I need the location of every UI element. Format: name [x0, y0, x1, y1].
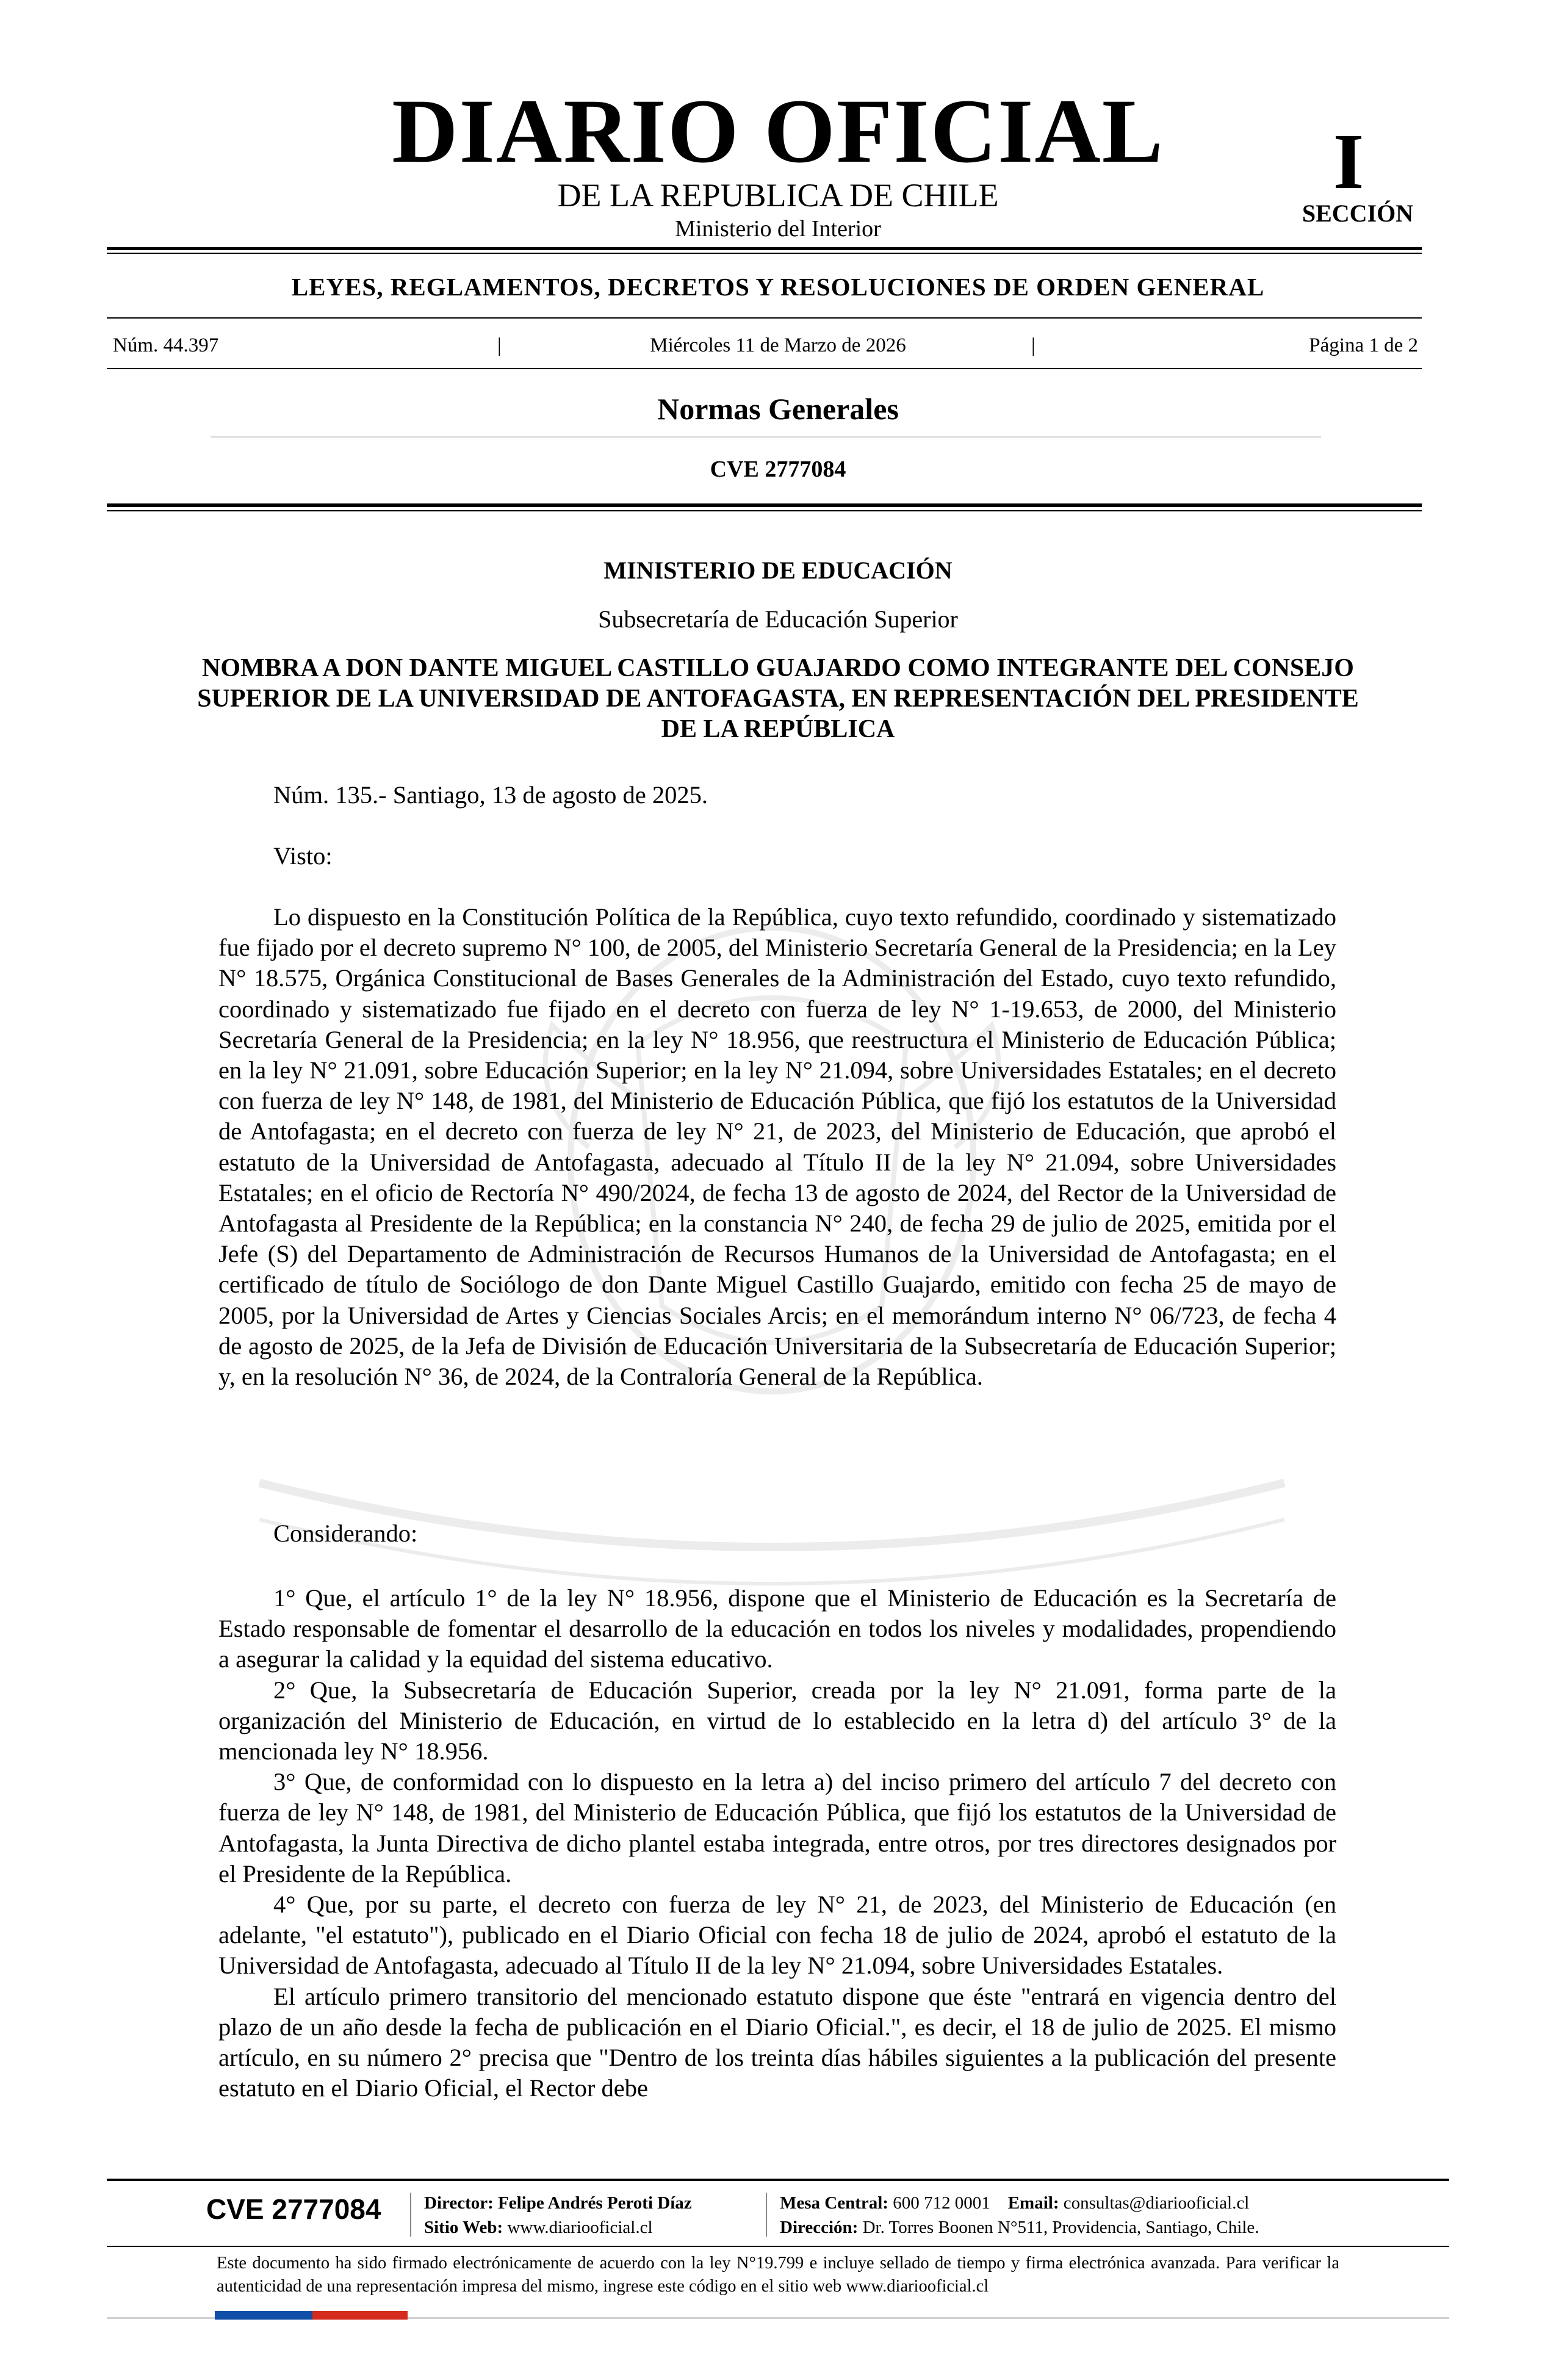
address-text: Dr. Torres Boonen N°511, Providencia, Santiago, Chile. [862, 2218, 1259, 2237]
footer-cve-code: CVE 2777084 [206, 2193, 381, 2225]
footer-contact [780, 2191, 1259, 2240]
decree-title: NOMBRA A DON DANTE MIGUEL CASTILLO GUAJARDO COMO INTEGRANTE DEL CONSEJO SUPERIOR DE LA UNIVERSIDAD DE ANTOFAGASTA, EN REPRESENTACIÓN DEL PRESIDENTE DE LA REPÚBLICA [197, 654, 1359, 743]
document-subsecretariat: Subsecretaría de Educación Superior [598, 605, 958, 633]
footer-note: Este documento ha sido firmado electrónicamente de acuerdo con la ley N°19.799 e incluye sellado de tiempo y firma electrónica avanzada. Para verificar la autenticidad de una representación impresa del mismo, ingrese este código en el sitio web www.diariooficial.cl [217, 2254, 1339, 2296]
issue-separator: | [497, 334, 502, 356]
director-label: Director: [424, 2193, 494, 2213]
considerando-item: 1° Que, el artículo 1° de la ley N° 18.956, dispone que el Ministerio de Educación es la Secretaría de Estado responsable de fomentar el desarrollo de la educación en todos los niveles y modalidades, propendiendo a asegurar la calidad y la equidad del sistema educativo. [218, 1584, 1336, 1673]
decree-number: Núm. 135.- Santiago, 13 de agosto de 2025. [273, 781, 708, 809]
director-name: Felipe Andrés Peroti Díaz [498, 2193, 692, 2213]
considerando-item: El artículo primero transitorio del mencionado estatuto dispone que éste "entrará en vigencia dentro del plazo de un año desde la fecha de publicación en el Diario Oficial.", es decir, el 18 de julio de 2025. El mismo artículo, en su número 2° precisa que "Dentro de los treinta días hábiles siguientes a la publicación del presente estatuto en el Diario Oficial, el Rector debe [218, 1982, 1336, 2102]
footer-separator [410, 2193, 411, 2237]
email-address[interactable]: consultas@diariooficial.cl [1063, 2193, 1250, 2213]
considerando-item: 3° Que, de conformidad con lo dispuesto en la letra a) del inciso primero del artículo 7 del decreto con fuerza de ley N° 148, de 1981, del Ministerio de Educación Pública, que fijó los estatutos de la Universidad de Antofagasta, la Junta Directiva de dicho plantel estaba integrada, entre otros, por tres directores designados por el Presidente de la República. [218, 1768, 1336, 1888]
mesa-phone: 600 712 0001 [893, 2193, 990, 2213]
footer-director [424, 2191, 692, 2240]
site-label: Sitio Web: [424, 2218, 503, 2237]
footer-separator [766, 2193, 767, 2237]
header-rule-thin [107, 510, 1422, 511]
visto-text: Lo dispuesto en la Constitución Política de la República, cuyo texto refundido, coordinado y sistematizado fue fijado por el decreto supremo N° 100, de 2005, del Ministerio Secretaría General de la Presidencia; en la Ley N° 18.575, Orgánica Constitucional de Bases Generales de la Administración del Estado, cuyo texto refundido, coordinado y sistematizado fue fijado en el decreto con fuerza de ley N° 1-19.653, de 2000, del Ministerio Secretaría General de la Presidencia; en la ley N° 18.956, que reestructura el Ministerio de Educación Pública; en la ley N° 21.091, sobre Educación Superior; en la ley N° 21.094, sobre Universidades Estatales; en el decreto con fuerza de ley N° 148, de 1981, del Ministerio de Educación Pública, que fijó los estatutos de la Universidad de Antofagasta; en el decreto con fuerza de ley N° 21, de 2023, del Ministerio de Educación, que aprobó el estatuto de la Universidad de Antofagasta, adecuado al Título II de la ley N° 21.094, sobre Universidades Estatales; en el oficio de Rectoría N° 490/2024, de fecha 13 de agosto de 2024, del Rector de la Universidad de Antofagasta al Presidente de la República; en la constancia N° 240, de fecha 29 de julio de 2025, emitida por el Jefe (S) del Departamento de Administración de Recursos Humanos de la Universidad de Antofagasta; en el certificado de título de Sociólogo de don Dante Miguel Castillo Guajardo, emitido con fecha 25 de mayo de 2005, por la Universidad de Artes y Ciencias Sociales Arcis; en el memorándum interno N° 06/723, de fecha 4 de agosto de 2025, de la Jefa de División de Educación Universitaria de la Subsecretaría de Educación Superior; y, en la resolución N° 36, de 2024, de la Contraloría General de la República. [218, 903, 1336, 1391]
issue-page: Página 1 de 2 [1309, 334, 1418, 356]
issue-separator: | [1031, 334, 1036, 356]
considerando-item: 4° Que, por su parte, el decreto con fuerza de ley N° 21, de 2023, del Ministerio de Educación (en adelante, "el estatuto"), publicado en el Diario Oficial con fecha 18 de julio de 2024, aprobó el estatuto de la Universidad de Antofagasta, adecuado al Título II de la ley N° 21.094, sobre Universidades Estatales. [218, 1891, 1336, 1980]
issue-date: Miércoles 11 de Marzo de 2026 [650, 334, 906, 356]
section-label: SECCIÓN [1302, 200, 1414, 227]
footer-rule [107, 2179, 1449, 2181]
cve-code: CVE 2777084 [710, 456, 846, 482]
flag-stripe-red [312, 2311, 408, 2320]
visto-paragraph [218, 902, 1336, 1392]
considerando-item: 2° Que, la Subsecretaría de Educación Superior, creada por la ley N° 21.091, forma parte de la organización del Ministerio de Educación, en virtud de lo establecido en la letra d) del artículo 3° de la mencionada ley N° 18.956. [218, 1676, 1336, 1765]
issue-rule-top [107, 317, 1422, 319]
masthead-subtitle: DE LA REPUBLICA DE CHILE [557, 177, 999, 214]
visto-label: Visto: [273, 842, 333, 870]
considerando-label: Considerando: [273, 1520, 418, 1547]
mesa-label: Mesa Central: [780, 2193, 888, 2213]
masthead-rule-thin [107, 253, 1422, 254]
section-heading: Normas Generales [657, 392, 899, 426]
section-number: I [1333, 118, 1364, 206]
flag-stripe-blue [215, 2311, 312, 2320]
masthead-title: DIARIO OFICIAL [392, 81, 1164, 182]
masthead-ministry: Ministerio del Interior [675, 216, 881, 242]
site-url[interactable]: www.diariooficial.cl [507, 2218, 653, 2237]
address-label: Dirección: [780, 2218, 859, 2237]
header-rule-thick [107, 503, 1422, 507]
considerando-list [218, 1583, 1336, 2104]
laws-heading: LEYES, REGLAMENTOS, DECRETOS Y RESOLUCIONES DE ORDEN GENERAL [291, 273, 1265, 301]
issue-number: Núm. 44.397 [113, 334, 219, 356]
heading-divider [211, 436, 1321, 438]
footer-divider [107, 2246, 1449, 2247]
document-ministry: MINISTERIO DE EDUCACIÓN [603, 557, 953, 584]
email-label: Email: [1007, 2193, 1059, 2213]
issue-rule-bottom [107, 368, 1422, 369]
masthead-rule-thick [107, 247, 1422, 250]
